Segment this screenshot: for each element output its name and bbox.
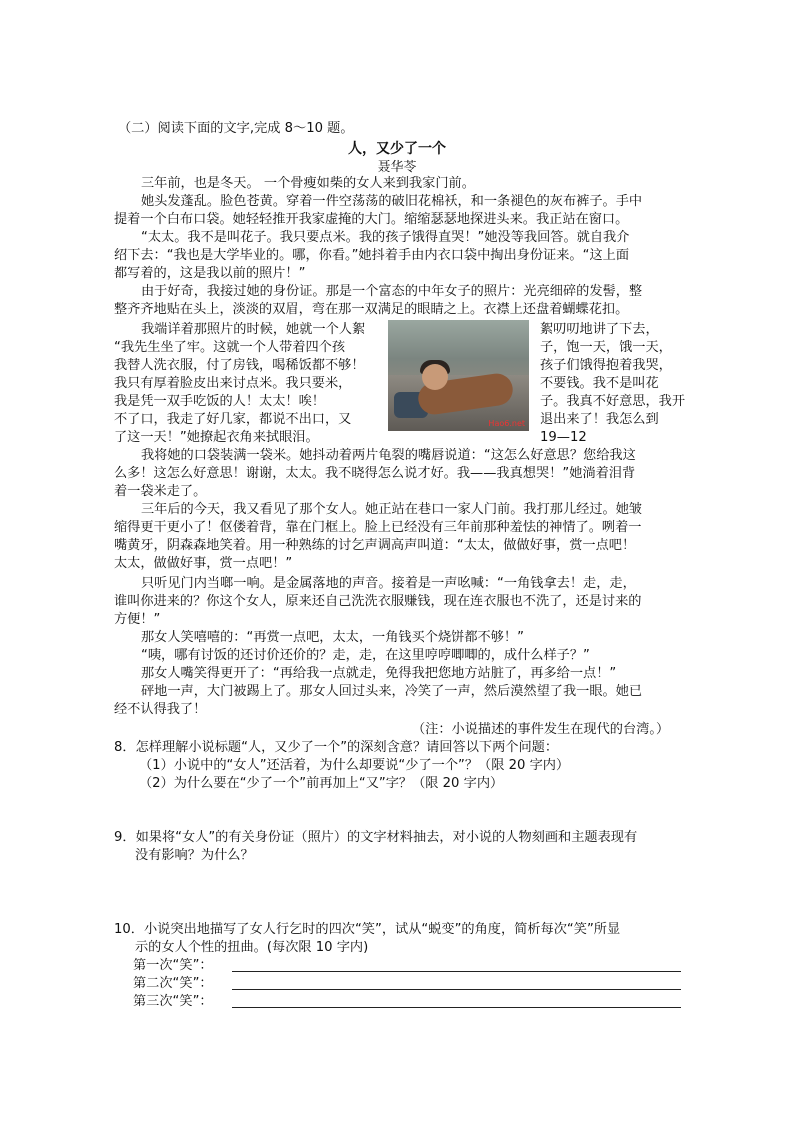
wrap-line-left: 不了口，我走了好几家，都说不出口，又	[114, 412, 352, 427]
paragraph-line: 谁叫你进来的？你这个女人，原来还自己洗洗衣服赚钱，现在连衣服也不洗了，还是讨来的	[114, 594, 642, 609]
paragraph-line: 那女人笑嘻嘻的：“再赏一点吧，太太，一角钱买个烧饼都不够！”	[141, 630, 524, 645]
question-9-line-2: 没有影响？为什么？	[135, 848, 254, 863]
wrap-line-left: “我先生坐了牢。这就一个人带着四个孩	[114, 340, 346, 355]
paragraph-line: 么多！这怎么好意思！谢谢，太太。我不晓得怎么说才好。我——我真想哭！”她淌着泪背	[114, 466, 636, 481]
wrap-line-right: 子，饱一天，饿一天，	[540, 340, 672, 355]
wrap-line-left: 我端详着那照片的时候，她就一个人絮	[141, 322, 366, 337]
paragraph-line: 着一袋米走了。	[114, 484, 207, 499]
answer-blank-1[interactable]	[232, 971, 681, 972]
paragraph-line: 嘴黄牙，阴森森地笑着。用一种熟练的讨乞声调高声叫道：“太太，做做好事，赏一点吧！	[114, 538, 636, 553]
paragraph-line: 都写着的，这是我以前的照片！”	[114, 266, 306, 281]
paragraph-line: 提着一个白布口袋。她轻轻推开我家虚掩的大门。缩缩瑟瑟地探进头来。我正站在窗口。	[114, 212, 629, 227]
wrap-line-left: 了这一天！”她撩起衣角来拭眼泪。	[114, 430, 319, 445]
wrap-line-left: 我只有厚着脸皮出来讨点米。我只要米，	[114, 376, 352, 391]
wrap-line-right: 子。我真不好意思，我开	[540, 394, 686, 409]
paragraph-line: 太太，做做好事，赏一点吧！”	[114, 556, 293, 571]
wrap-line-right: 不要钱。我不是叫花	[540, 376, 659, 391]
wrap-line-right: 孩子们饿得抱着我哭，	[540, 358, 672, 373]
paragraph-line: 我将她的口袋装满一袋米。她抖动着两片龟裂的嘴唇说道：“这怎么好意思？您给我这	[141, 448, 636, 463]
question-8-part-2: （2）为什么要在“少了一个”前再加上“又”字？（限 20 字内）	[139, 776, 504, 791]
paragraph-line: “咦，哪有讨饭的还讨价还价的？走，走，在这里哼哼唧唧的，成什么样子？”	[141, 648, 590, 663]
paragraph-line: 缩得更干更小了！伛偻着背，靠在门框上。脸上已经没有三年前那种羞怯的神情了。咧着一	[114, 520, 642, 535]
question-9-line-1: 9．如果将“女人”的有关身份证（照片）的文字材料抽去，对小说的人物刻画和主题表现有	[114, 830, 638, 845]
answer-label-3: 第三次“笑”：	[133, 994, 213, 1009]
paragraph-line: 只听见门内当啷一响。是金属落地的声音。接着是一声吆喊：“一角钱拿去！走，走，	[141, 576, 636, 591]
paragraph-line: 由于好奇，我接过她的身份证。那是一个富态的中年女子的照片：光亮细碎的发髻，整	[141, 284, 643, 299]
beggar-woman-photo	[388, 320, 529, 431]
paragraph-line: 整齐齐地贴在头上，淡淡的双眉，弯在那一双满足的眼睛之上。衣襟上还盘着蝴蝶花扣。	[114, 302, 629, 317]
answer-label-2: 第二次“笑”：	[133, 976, 213, 991]
answer-label-1: 第一次“笑”：	[133, 958, 213, 973]
question-8: 8．怎样理解小说标题“人，又少了一个”的深刻含意？请回答以下两个问题：	[114, 740, 559, 755]
paragraph-line: 方便！”	[114, 612, 161, 627]
story-author: 聂华苓	[377, 160, 417, 175]
paragraph-line: 那女人嘴笑得更开了：“再给我一点就走，免得我把您地方站脏了，再多给一点！”	[141, 666, 617, 681]
section-heading: （二）阅读下面的文字,完成 8～10 题。	[118, 121, 354, 136]
wrap-line-right: 絮叨叨地讲了下去，	[540, 322, 659, 337]
paragraph-line: 三年前，也是冬天。 一个骨瘦如柴的女人来到我家门前。	[141, 176, 475, 191]
wrap-line-left: 我是凭一双手吃饭的人！太太！唉！	[114, 394, 325, 409]
story-note: （注：小说描述的事件发生在现代的台湾。）	[412, 722, 670, 737]
question-10-line-1: 10．小说突出地描写了女人行乞时的四次“笑”，试从“蜕变”的角度，简析每次“笑”所显	[114, 922, 621, 937]
answer-blank-2[interactable]	[232, 989, 681, 990]
wrap-line-right: 退出来了！我怎么到	[540, 412, 659, 427]
paragraph-line: 砰地一声，大门被踢上了。那女人回过头来，冷笑了一声，然后漠然望了我一眼。她已	[141, 684, 643, 699]
paragraph-line: 绍下去：“我也是大学毕业的。哪，你看。”她抖着手由内衣口袋中掏出身份证来。“这上面	[114, 248, 630, 263]
paragraph-line: 她头发蓬乱。脸色苍黄。穿着一件空荡荡的破旧花棉袄，和一条褪色的灰布裤子。手中	[141, 194, 643, 209]
question-8-part-1: （1）小说中的“女人”还活着，为什么却要说“少了一个”？（限 20 字内）	[139, 758, 570, 773]
wrap-line-right: 19—12	[540, 430, 587, 445]
story-title: 人，又少了一个	[348, 141, 446, 157]
question-10-line-2: 示的女人个性的扭曲。(每次限 10 字内)	[135, 940, 369, 955]
paragraph-line: 三年后的今天，我又看见了那个女人。她正站在巷口一家人门前。我打那儿经过。她皱	[141, 502, 643, 517]
photo-watermark: Hao6.net	[488, 419, 525, 428]
answer-blank-3[interactable]	[232, 1007, 681, 1008]
paragraph-line: “太太。我不是叫花子。我只要点米。我的孩子饿得直哭！”她没等我回答。就自我介	[141, 230, 630, 245]
paragraph-line: 经不认得我了！	[114, 702, 207, 717]
wrap-line-left: 我替人洗衣服，付了房钱，喝稀饭都不够！	[114, 358, 365, 373]
